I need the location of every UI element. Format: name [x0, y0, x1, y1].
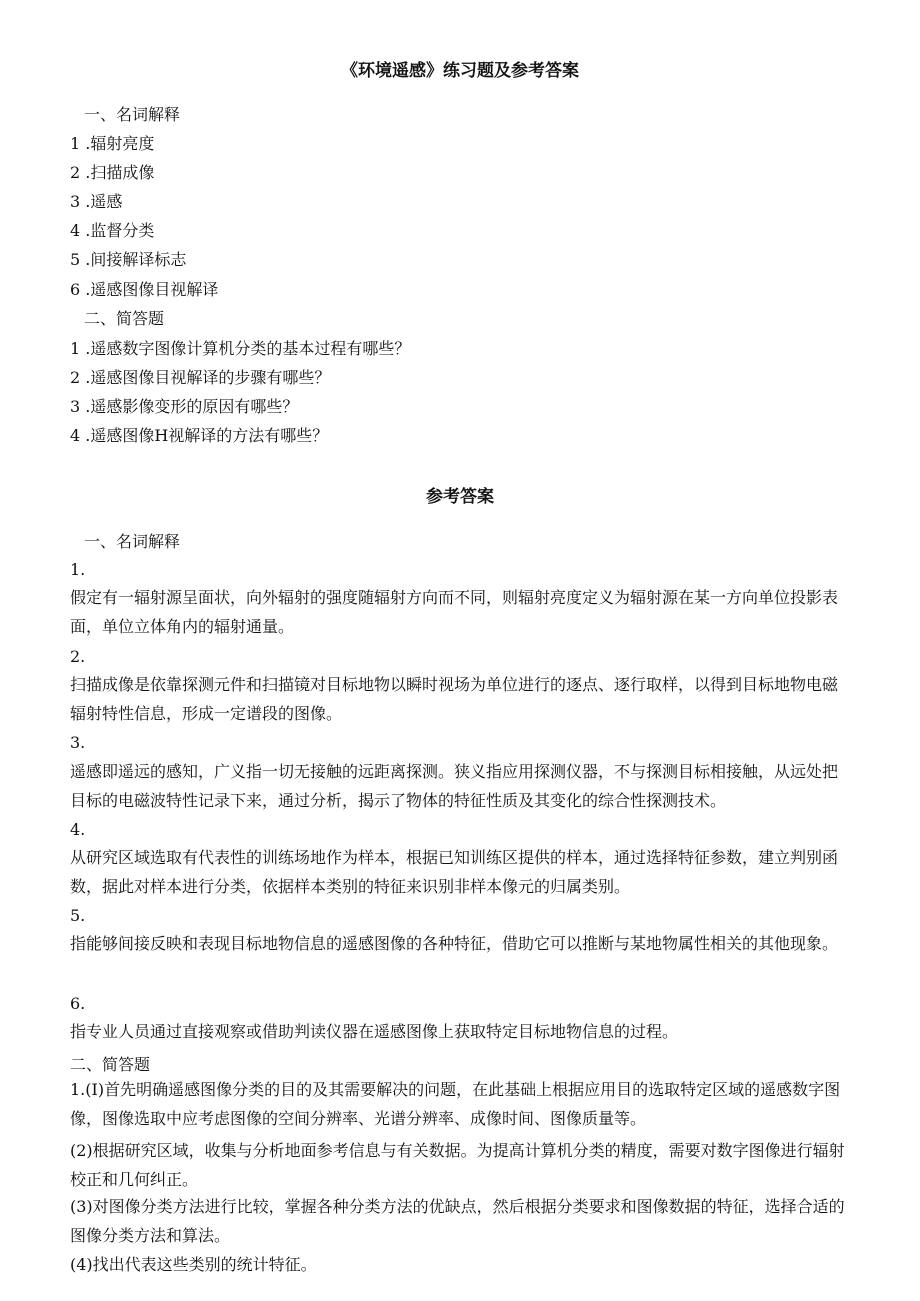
answers-heading-terms: 一、名词解释 — [84, 532, 181, 551]
answer-step: (2)根据研究区域，收集与分析地面参考信息与有关数据。为提高计算机分类的精度，需要对数字图像进行辐射校正和几何纠正。 — [70, 1141, 845, 1189]
term-item: 5 .间接解译标志 — [70, 250, 187, 269]
answer-number: 4. — [70, 820, 86, 839]
document-title: 《环境遥感》练习题及参考答案 — [341, 61, 579, 81]
answer-text: 指专业人员通过直接观察或借助判读仪器在遥感图像上获取特定目标地物信息的过程。 — [70, 1022, 679, 1041]
answers-heading-questions: 二、简答题 — [70, 1055, 151, 1074]
answer-number: 1. — [70, 560, 86, 579]
answer-number: 2. — [70, 647, 86, 666]
answer-text: 从研究区域选取有代表性的训练场地作为样本，根据已知训练区提供的样本，通过选择特征参数，建立判别函数，据此对样本进行分类，依据样本类别的特征来识别非样本像元的归属类别。 — [70, 848, 839, 896]
answer-step: 1.(I)首先明确遥感图像分类的目的及其需要解决的问题，在此基础上根据应用目的选取特定区域的遥感数字图像，图像选取中应考虑图像的空间分辨率、光谱分辨率、成像时间、图像质量等。 — [70, 1080, 841, 1128]
answer-step: (3)对图像分类方法进行比较，掌握各种分类方法的优缺点，然后根据分类要求和图像数据的特征，选择合适的图像分类方法和算法。 — [70, 1197, 845, 1245]
term-item: 4 .监督分类 — [70, 221, 155, 240]
answer-number: 6. — [70, 994, 86, 1013]
answer-number: 3. — [70, 733, 86, 752]
answer-text: 指能够间接反映和表现目标地物信息的遥感图像的各种特征，借助它可以推断与某地物属性相关的其他现象。 — [70, 934, 839, 953]
answer-number: 5. — [70, 906, 86, 925]
answer-text: 遥感即遥远的感知，广义指一切无接触的远距离探测。狭义指应用探测仪器，不与探测目标相接触，从远处把目标的电磁波特性记录下来，通过分析，揭示了物体的特征性质及其变化的综合性探测技术。 — [70, 762, 839, 810]
question-item: 4 .遥感图像H视解译的方法有哪些？ — [70, 426, 329, 445]
question-item: 3 .遥感影像变形的原因有哪些？ — [70, 397, 299, 416]
section-heading-terms: 一、名词解释 — [84, 105, 181, 124]
term-item: 3 .遥感 — [70, 192, 123, 211]
answer-step: (4)找出代表这些类别的统计特征。 — [70, 1255, 317, 1274]
answers-title: 参考答案 — [426, 487, 494, 507]
section-heading-questions: 二、简答题 — [84, 309, 165, 328]
answer-text: 假定有一辐射源呈面状，向外辐射的强度随辐射方向而不同，则辐射亮度定义为辐射源在某一方向单位投影表面，单位立体角内的辐射通量。 — [70, 588, 839, 636]
term-item: 2 .扫描成像 — [70, 163, 155, 182]
term-item: 6 .遥感图像目视解译 — [70, 280, 219, 299]
answer-text: 扫描成像是依靠探测元件和扫描镜对目标地物以瞬时视场为单位进行的逐点、逐行取样，以得到目标地物电磁辐射特性信息，形成一定谱段的图像。 — [70, 675, 839, 723]
question-item: 1 .遥感数字图像计算机分类的基本过程有哪些？ — [70, 339, 411, 358]
term-item: 1 .辐射亮度 — [70, 134, 155, 153]
question-item: 2 .遥感图像目视解译的步骤有哪些？ — [70, 368, 331, 387]
